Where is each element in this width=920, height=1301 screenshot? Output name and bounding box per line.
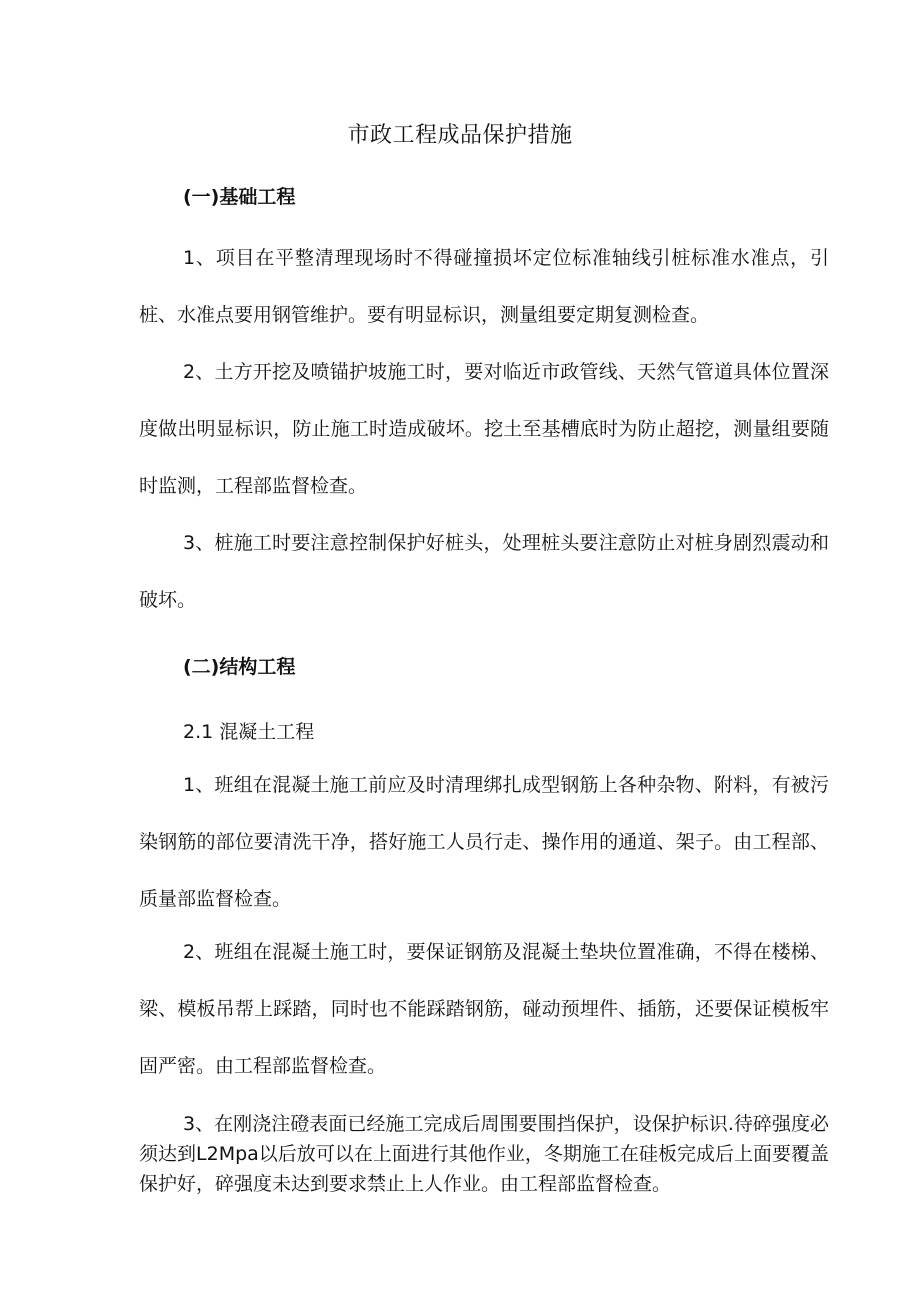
section-heading-structure: (二)结构工程 (183, 656, 296, 678)
paragraph-structure-3: 3、在刚浇注磴表面已经施工完成后周围要围挡保护，设保护标识.待碎强度必须达到L2Mpa以后放可以在上面进行其他作业，冬期施工在硅板完成后上面要覆盖保护好，碎强度未达到要求禁止上人作业。由工程部监督检查。 (139, 1113, 829, 1195)
paragraph-structure-1: 1、班组在混凝土施工前应及时清理绑扎成型钢筋上各种杂物、附料，有被污染钢筋的部位要清洗干净，搭好施工人员行走、操作用的通道、架子。由工程部、质量部监督检查。 (139, 774, 829, 910)
section-heading-foundation: (一)基础工程 (183, 186, 296, 208)
subsection-heading-concrete: 2.1 混凝土工程 (183, 721, 315, 743)
paragraph-foundation-3: 3、桩施工时要注意控制保护好桩头，处理桩头要注意防止对桩身剧烈震动和破坏。 (139, 532, 829, 611)
paragraph-foundation-1: 1、项目在平整清理现场时不得碰撞损坏定位标准轴线引桩标准水准点，引桩、水准点要用钢管维护。要有明显标识，测量组要定期复测检查。 (139, 247, 829, 326)
paragraph-foundation-2: 2、土方开挖及喷锚护坡施工时，要对临近市政管线、天然气管道具体位置深度做出明显标识，防止施工时造成破坏。挖土至基槽底时为防止超挖，测量组要随时监测，工程部监督检查。 (139, 361, 829, 497)
paragraph-structure-2: 2、班组在混凝土施工时，要保证钢筋及混凝土垫块位置准确，不得在楼梯、梁、模板吊帮上踩踏，同时也不能踩踏钢筋，碰动预埋件、插筋，还要保证模板牢固严密。由工程部监督检查。 (139, 941, 829, 1077)
document-title: 市政工程成品保护措施 (347, 123, 573, 148)
